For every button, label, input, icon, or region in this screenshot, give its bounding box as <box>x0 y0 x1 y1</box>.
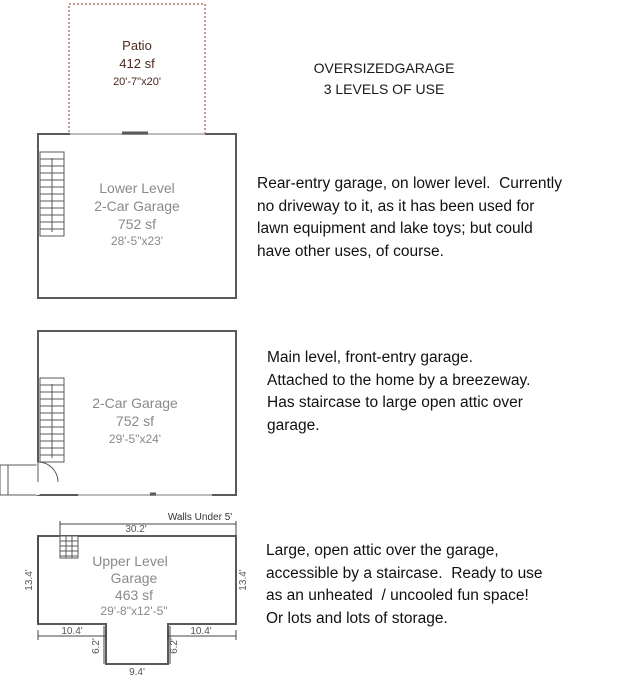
upper-level-dims: 29'-8"x12'-5" <box>100 604 168 618</box>
plan-title: OVERSIZEDGARAGE <box>313 60 455 76</box>
lower-level-label-2: 2-Car Garage <box>94 198 180 214</box>
upper-level-stairs <box>60 536 78 558</box>
upper-dim-bottom-right-label: 10.4' <box>190 626 212 637</box>
main-level-description: Main level, front-entry garage. Attached to the home by a breezeway. Has staircase to large open attic over garage. <box>267 349 531 434</box>
main-level-label: 2-Car Garage <box>92 395 178 411</box>
main-level-stairs <box>40 378 64 462</box>
lower-level-stairs <box>40 152 64 236</box>
upper-level-description: Large, open attic over the garage, accessible by a staircase. Ready to use as an unheated / uncooled fun space! Or lots and lots of storage. <box>266 542 543 627</box>
upper-level-label-1: Upper Level <box>92 553 168 569</box>
upper-dim-right-label: 13.4' <box>238 569 249 591</box>
walls-under-note: Walls Under 5' <box>167 512 233 523</box>
upper-dim-top <box>60 521 236 535</box>
upper-level-label-2: Garage <box>110 570 158 586</box>
lower-level-area: 752 sf <box>117 216 157 232</box>
upper-dim-bottom-left-label: 10.4' <box>61 626 83 637</box>
lower-level-description: Rear-entry garage, on lower level. Currently no driveway to it, as it has been used for lawn equipment and lake toys; but could have other uses, of course. <box>257 175 562 260</box>
patio-name: Patio <box>122 38 152 53</box>
upper-dim-left-label: 13.4' <box>24 569 35 591</box>
plan-subtitle: 3 LEVELS OF USE <box>323 81 445 97</box>
plan-header <box>300 58 468 100</box>
upper-level-area: 463 sf <box>114 587 154 603</box>
lower-level-dims: 28'-5"x23' <box>110 234 164 248</box>
upper-dim-notch-left-label: 6.2' <box>91 638 102 654</box>
upper-dim-bottom-label: 9.4' <box>129 667 145 678</box>
main-level-area: 752 sf <box>115 413 155 429</box>
patio-dims: 20'-7"x20' <box>113 76 161 88</box>
upper-dim-top-label: 30.2' <box>125 524 147 535</box>
upper-dim-notch-right-label: 6.2' <box>169 638 180 654</box>
main-level-dims: 29'-5"x24' <box>108 432 162 446</box>
lower-level-label-1: Lower Level <box>99 180 175 196</box>
patio-area: 412 sf <box>119 56 155 71</box>
